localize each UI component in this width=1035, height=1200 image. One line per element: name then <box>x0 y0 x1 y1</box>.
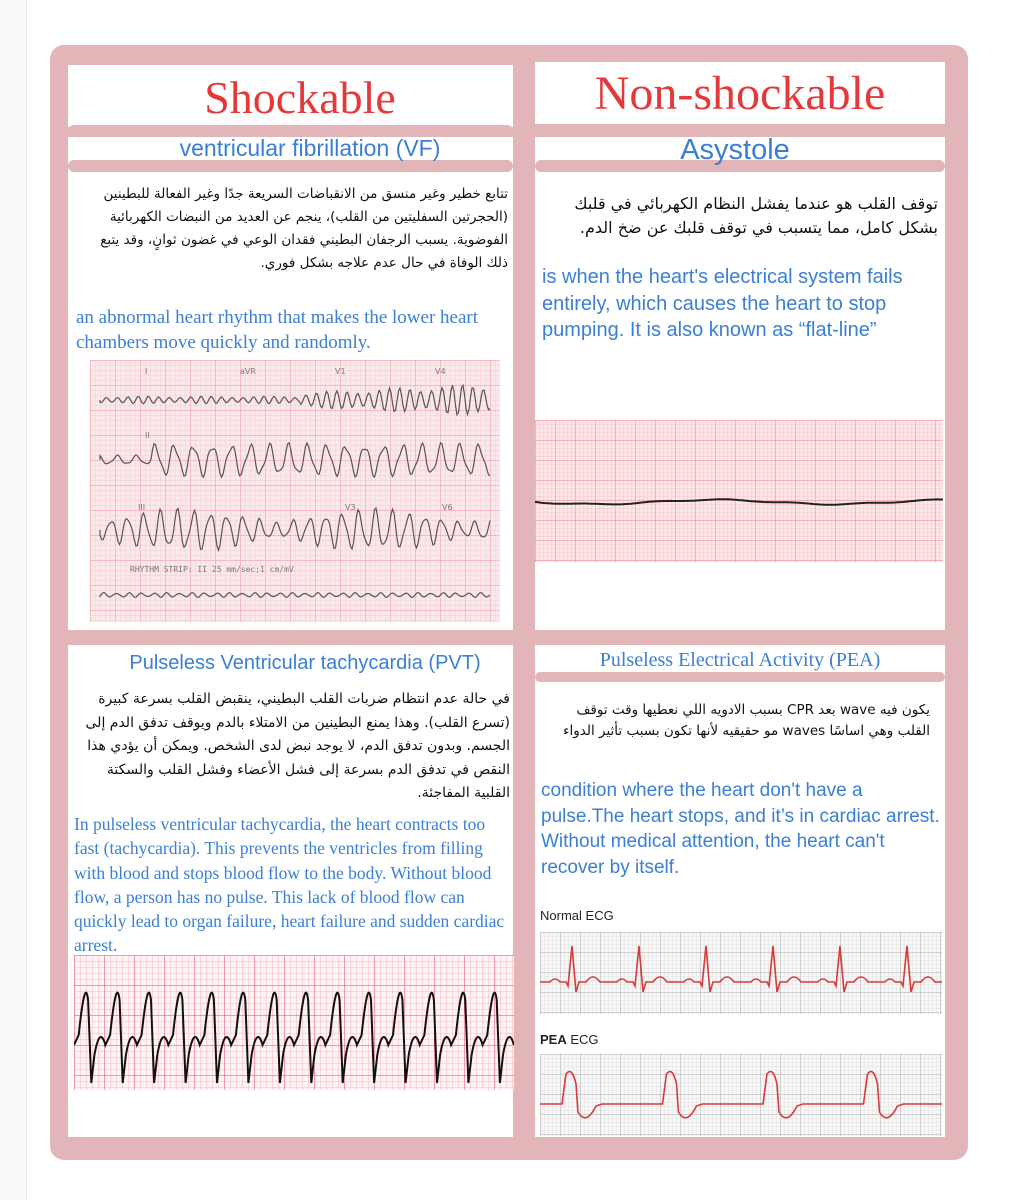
vf-lead-label: I <box>145 367 148 376</box>
pvt-english-text: In pulseless ventricular tachycardia, the heart contracts too fast (tachycardia). This prevents the ventricles from filling with blood and stops blood flow to the body. Without blood flow, a person has no pulse. This lack of blood flow can quickly lead to organ failure, heart failure and sudden cardiac arrest. <box>74 814 505 956</box>
vf-lead-label: aVR <box>240 367 256 376</box>
pea-ecg-label-rest: ECG <box>570 1032 599 1047</box>
non-shockable-title: Non-shockable <box>594 67 886 120</box>
vf-ecg-svg <box>90 360 500 622</box>
vf-lead-label: II <box>145 431 150 440</box>
pea-arabic-text: يكون فيه wave بعد CPR بسبب الادويه اللي نعطيها وقت توقف القلب وهي اساسًا waves مو حقيقيه لأنها تكون بسبب تأثير الدواء <box>563 702 930 739</box>
vf-lead-label: V4 <box>435 367 446 376</box>
asystole-title: Asystole <box>680 134 790 166</box>
vf-lead-label: III <box>138 503 146 512</box>
pea-ecg-strip <box>540 1054 942 1136</box>
asystole-english-text: is when the heart's electrical system fails entirely, which causes the heart to stop pumping. It is also known as “flat-line” <box>542 266 903 341</box>
shockable-title: Shockable <box>204 72 396 123</box>
pvt-ecg-svg <box>74 955 514 1090</box>
normal-ecg-strip <box>540 932 942 1014</box>
center-divider <box>515 45 535 1145</box>
scan-edge <box>0 0 27 1200</box>
normal-ecg-label <box>540 908 614 923</box>
divider-left-3 <box>68 633 513 645</box>
vf-title: ventricular fibrillation (VF) <box>179 135 441 161</box>
normal-ecg-label-rest: ECG <box>585 908 614 923</box>
normal-ecg-label-bold: Normal <box>540 908 582 923</box>
vf-strip-caption: RHYTHM STRIP: II 25 mm/sec;1 cm/mV <box>130 565 294 574</box>
pea-title: Pulseless Electrical Activity (PEA) <box>599 649 881 671</box>
normal-ecg-svg <box>540 932 942 1014</box>
pea-ecg-label-bold: PEA <box>540 1032 567 1047</box>
vf-lead-label: V1 <box>335 367 346 376</box>
vf-lead-label: V6 <box>442 503 453 512</box>
pea-english-text: condition where the heart don't have a pulse.The heart stops, and it’s in cardiac arrest. Without medical attention, the heart can't recover by itself. <box>541 780 940 878</box>
pea-ecg-label <box>540 1032 599 1047</box>
vf-ecg-strip <box>90 360 500 622</box>
vf-lead-label: V3 <box>345 503 356 512</box>
vf-arabic-text: تتابع خطير وغير منسق من الانقباضات السريعة جدًا وغير الفعالة للبطينين (الحجرتين السفليتين من القلب)، ينجم عن العديد من النبضات الكهربائية الفوضوية. يسبب الرجفان البطيني فقدان الوعي في غضون ثوانٍ، وقد يتبع ذلك الوفاة في حال عدم علاجه بشكل فوري. <box>100 186 508 271</box>
asystole-arabic-text: توقف القلب هو عندما يفشل النظام الكهربائي في قلبك بشكل كامل، مما يتسبب في توقف قلبك عن ضخ الدم. <box>574 194 938 237</box>
asystole-ecg-svg <box>535 420 943 562</box>
divider-right-4 <box>535 672 945 682</box>
pvt-arabic-text: في حالة عدم انتظام ضربات القلب البطيني، ينقبض القلب بسرعة كبيرة (تسرع القلب). وهذا يمنع البطينين من الامتلاء بالدم ويوقف تدفق الدم إلى الجسم. وبدون تدفق الدم، لا يوجد نبض لدى الشخص. ويمكن أن يؤدي هذا النقص في تدفق الدم بسرعة إلى فشل الأعضاء وفشل القلب والسكتة القلبية المفاجئة. <box>85 691 510 801</box>
pvt-title: Pulseless Ventricular tachycardia (PVT) <box>129 652 481 674</box>
pvt-ecg-strip <box>74 955 514 1090</box>
vf-english-text: an abnormal heart rhythm that makes the lower heart chambers move quickly and randomly. <box>76 307 479 353</box>
asystole-ecg-strip <box>535 420 943 562</box>
divider-right-3 <box>535 633 945 645</box>
pea-ecg-svg <box>540 1054 942 1136</box>
